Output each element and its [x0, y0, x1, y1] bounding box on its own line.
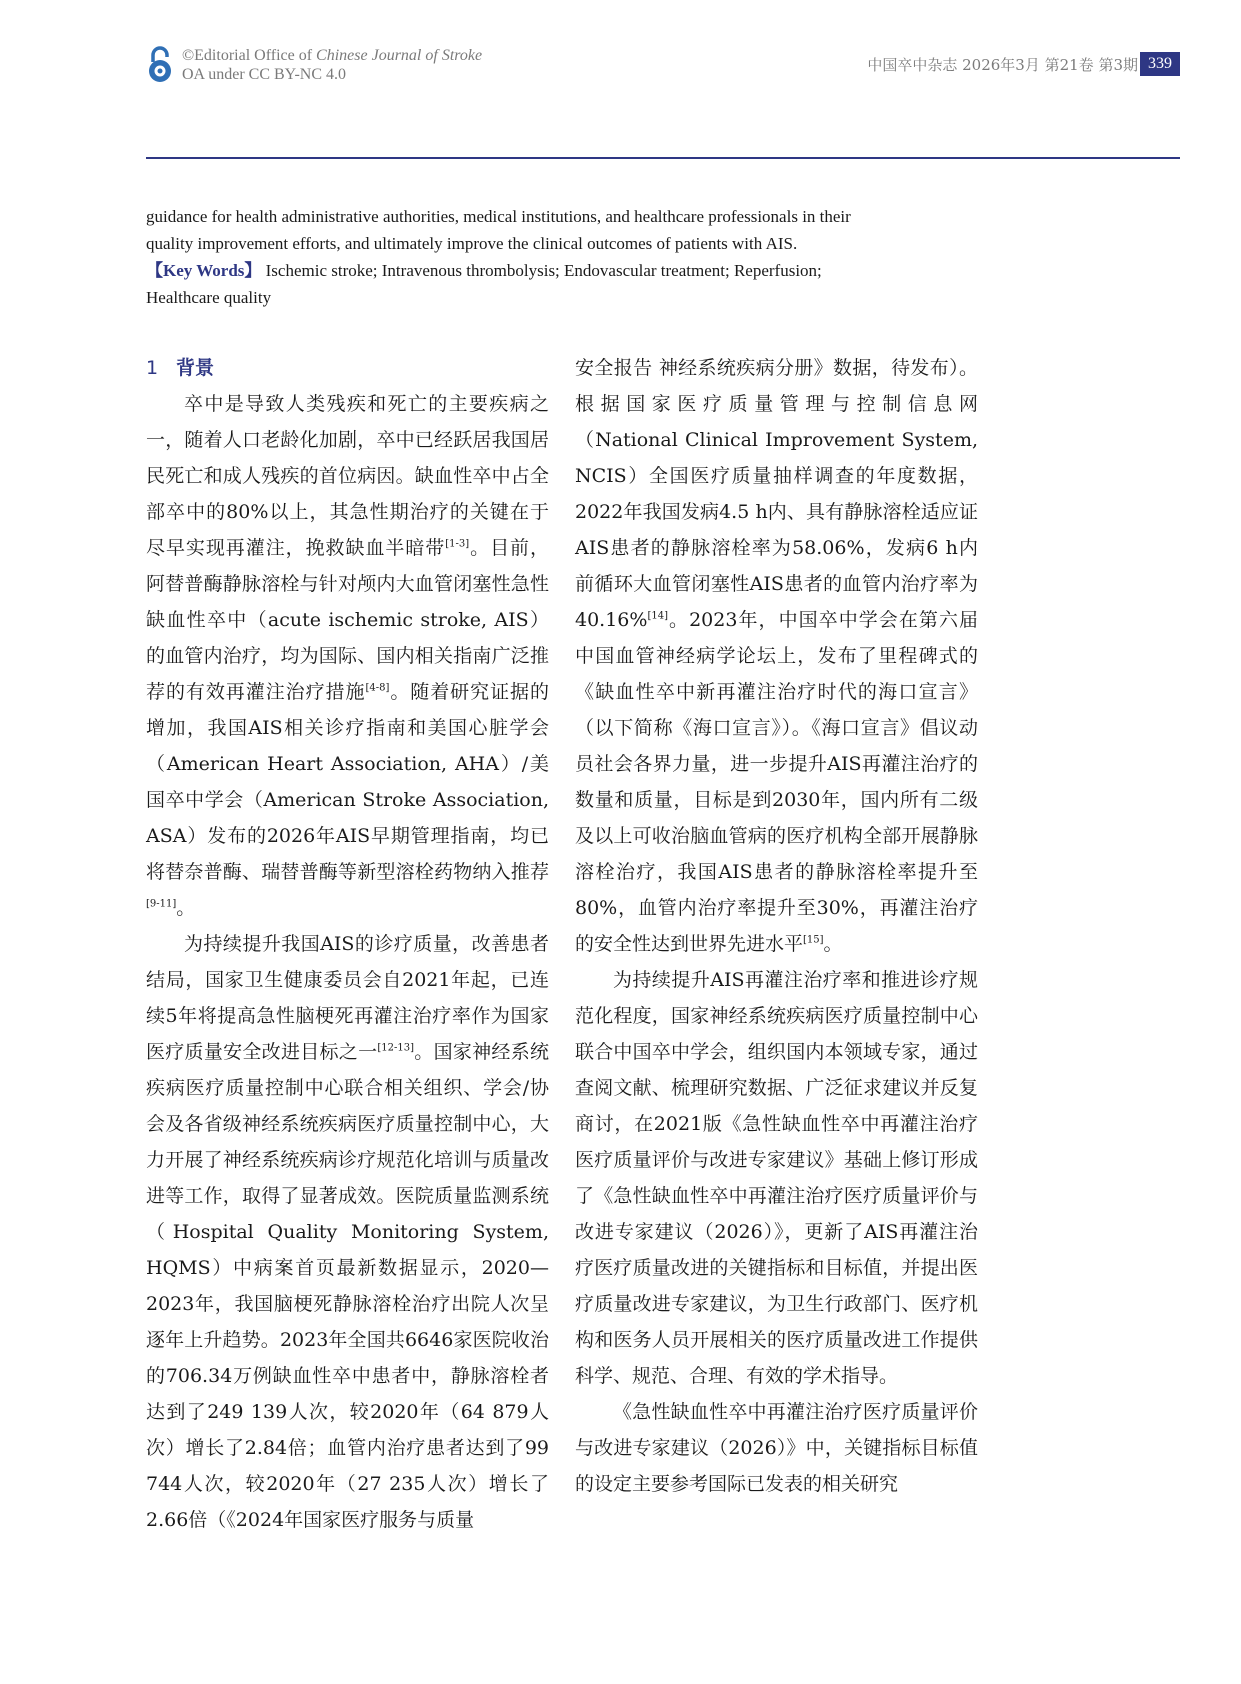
right-column: [575, 350, 978, 1502]
para-text: 。: [176, 897, 196, 919]
citation[interactable]: [14]: [647, 610, 668, 622]
para-text: 卒中是导致人类残疾和死亡的主要疾病之一，随着人口老龄化加剧，卒中已经跃居我国居民死亡和成人残疾的首位病因。缺血性卒中占全部卒中的80%以上，其急性期治疗的关键在于尽早实现再灌注，挽救缺血半暗带: [146, 393, 549, 559]
oa-license-text: [182, 46, 482, 84]
citation[interactable]: [1-3]: [445, 538, 470, 550]
oa-line2: OA under CC BY-NC 4.0: [182, 66, 347, 83]
oa-line1-prefix: ©Editorial Office of: [182, 47, 317, 64]
paragraph-2-continued: [575, 350, 978, 962]
abstract-tail: [146, 203, 866, 311]
abstract-text: guidance for health administrative authorities, medical institutions, and healthcare professionals in their quality improvement efforts, and ultimately improve the clinical outcomes of patients with AIS.: [146, 207, 851, 253]
paragraph-3: 为持续提升AIS再灌注治疗率和推进诊疗规范化程度，国家神经系统疾病医疗质量控制中心联合中国卒中学会，组织国内本领域专家，通过查阅文献、梳理研究数据、广泛征求建议并反复商讨，在2021版《急性缺血性卒中再灌注治疗医疗质量评价与改进专家建议》基础上修订形成了《急性缺血性卒中再灌注治疗医疗质量评价与改进专家建议（2026）》，更新了AIS再灌注治疗医疗质量改进的关键指标和目标值，并提出医疗质量改进专家建议，为卫生行政部门、医疗机构和医务人员开展相关的医疗质量改进工作提供科学、规范、合理、有效的学术指导。: [575, 969, 978, 1387]
para-text: 为持续提升我国AIS的诊疗质量，改善患者结局，国家卫生健康委员会自2021年起，已连续5年将提高急性脑梗死再灌注治疗率作为国家医疗质量安全改进目标之一: [146, 933, 549, 1063]
paragraph-1: [146, 386, 549, 926]
paragraph-4: 《急性缺血性卒中再灌注治疗医疗质量评价与改进专家建议（2026）》中，关键指标目标值的设定主要参考国际已发表的相关研究: [575, 1401, 978, 1495]
keywords-list: Ischemic stroke; Intravenous thrombolysis; Endovascular treatment; Reperfusion; Healthcare quality: [146, 261, 822, 307]
paragraph-2: [146, 926, 549, 1538]
keywords: [146, 257, 866, 311]
para-text: 安全报告 神经系统疾病分册》数据，待发布）。根据国家医疗质量管理与控制信息网（National Clinical Improvement System, NCIS）全国医疗质量抽样调查的年度数据，2022年我国发病4.5 h内、具有静脉溶栓适应证AIS患者的静脉溶栓率为58.06%，发病6 h内前循环大血管闭塞性AIS患者的血管内治疗率为40.16%: [575, 357, 978, 631]
para-text: 。随着研究证据的增加，我国AIS相关诊疗指南和美国心脏学会（American Heart Association, AHA）/美国卒中学会（American Stroke Association, ASA）发布的2026年AIS早期管理指南，均已将替奈普酶、瑞替普酶等新型溶栓药物纳入推荐: [146, 681, 549, 883]
page-number: 339: [1140, 52, 1180, 76]
section-title: 背景: [176, 357, 215, 379]
page-header: [146, 44, 1180, 88]
section-number: 1: [146, 357, 159, 379]
citation[interactable]: [12-13]: [377, 1042, 415, 1054]
journal-name: Chinese Journal of Stroke: [316, 47, 483, 64]
header-rule: [146, 157, 1180, 159]
para-text: 。2023年，中国卒中学会在第六届中国血管神经病学论坛上，发布了里程碑式的《缺血性卒中新再灌注治疗时代的海口宣言》（以下简称《海口宣言》）。《海口宣言》倡议动员社会各界力量，进一步提升AIS再灌注治疗的数量和质量，目标是到2030年，国内所有二级及以上可收治脑血管病的医疗机构全部开展静脉溶栓治疗，我国AIS患者的静脉溶栓率提升至80%，血管内治疗率提升至30%，再灌注治疗的安全性达到世界先进水平: [575, 609, 978, 955]
journal-issue-info: 中国卒中杂志 2026年3月 第21卷 第3期: [867, 56, 1138, 74]
para-text: 。目前，阿替普酶静脉溶栓与针对颅内大血管闭塞性急性缺血性卒中（acute ischemic stroke, AIS）的血管内治疗，均为国际、国内相关指南广泛推荐的有效再灌注治疗措施: [146, 537, 549, 703]
keywords-label: 【Key Words】: [146, 261, 262, 280]
section-heading: [146, 350, 549, 386]
para-text: 。国家神经系统疾病医疗质量控制中心联合相关组织、学会/协会及各省级神经系统疾病医疗质量控制中心，大力开展了神经系统疾病诊疗规范化培训与质量改进等工作，取得了显著成效。医院质量监测系统（Hospital Quality Monitoring System, HQMS）中病案首页最新数据显示，2020—2023年，我国脑梗死静脉溶栓治疗出院人次呈逐年上升趋势。2023年全国共6646家医院收治的706.34万例缺血性卒中患者中，静脉溶栓者达到了249 139人次，较2020年（64 879人次）增长了2.84倍；血管内治疗患者达到了99 744人次，较2020年（27 235人次）增长了2.66倍（《2024年国家医疗服务与质量: [146, 1041, 549, 1531]
para-text: 。: [823, 933, 843, 955]
left-column: [146, 350, 549, 1538]
citation[interactable]: [4-8]: [365, 682, 390, 694]
open-access-lock-icon: [146, 44, 174, 84]
citation[interactable]: [9-11]: [146, 898, 177, 910]
citation[interactable]: [15]: [803, 934, 824, 946]
